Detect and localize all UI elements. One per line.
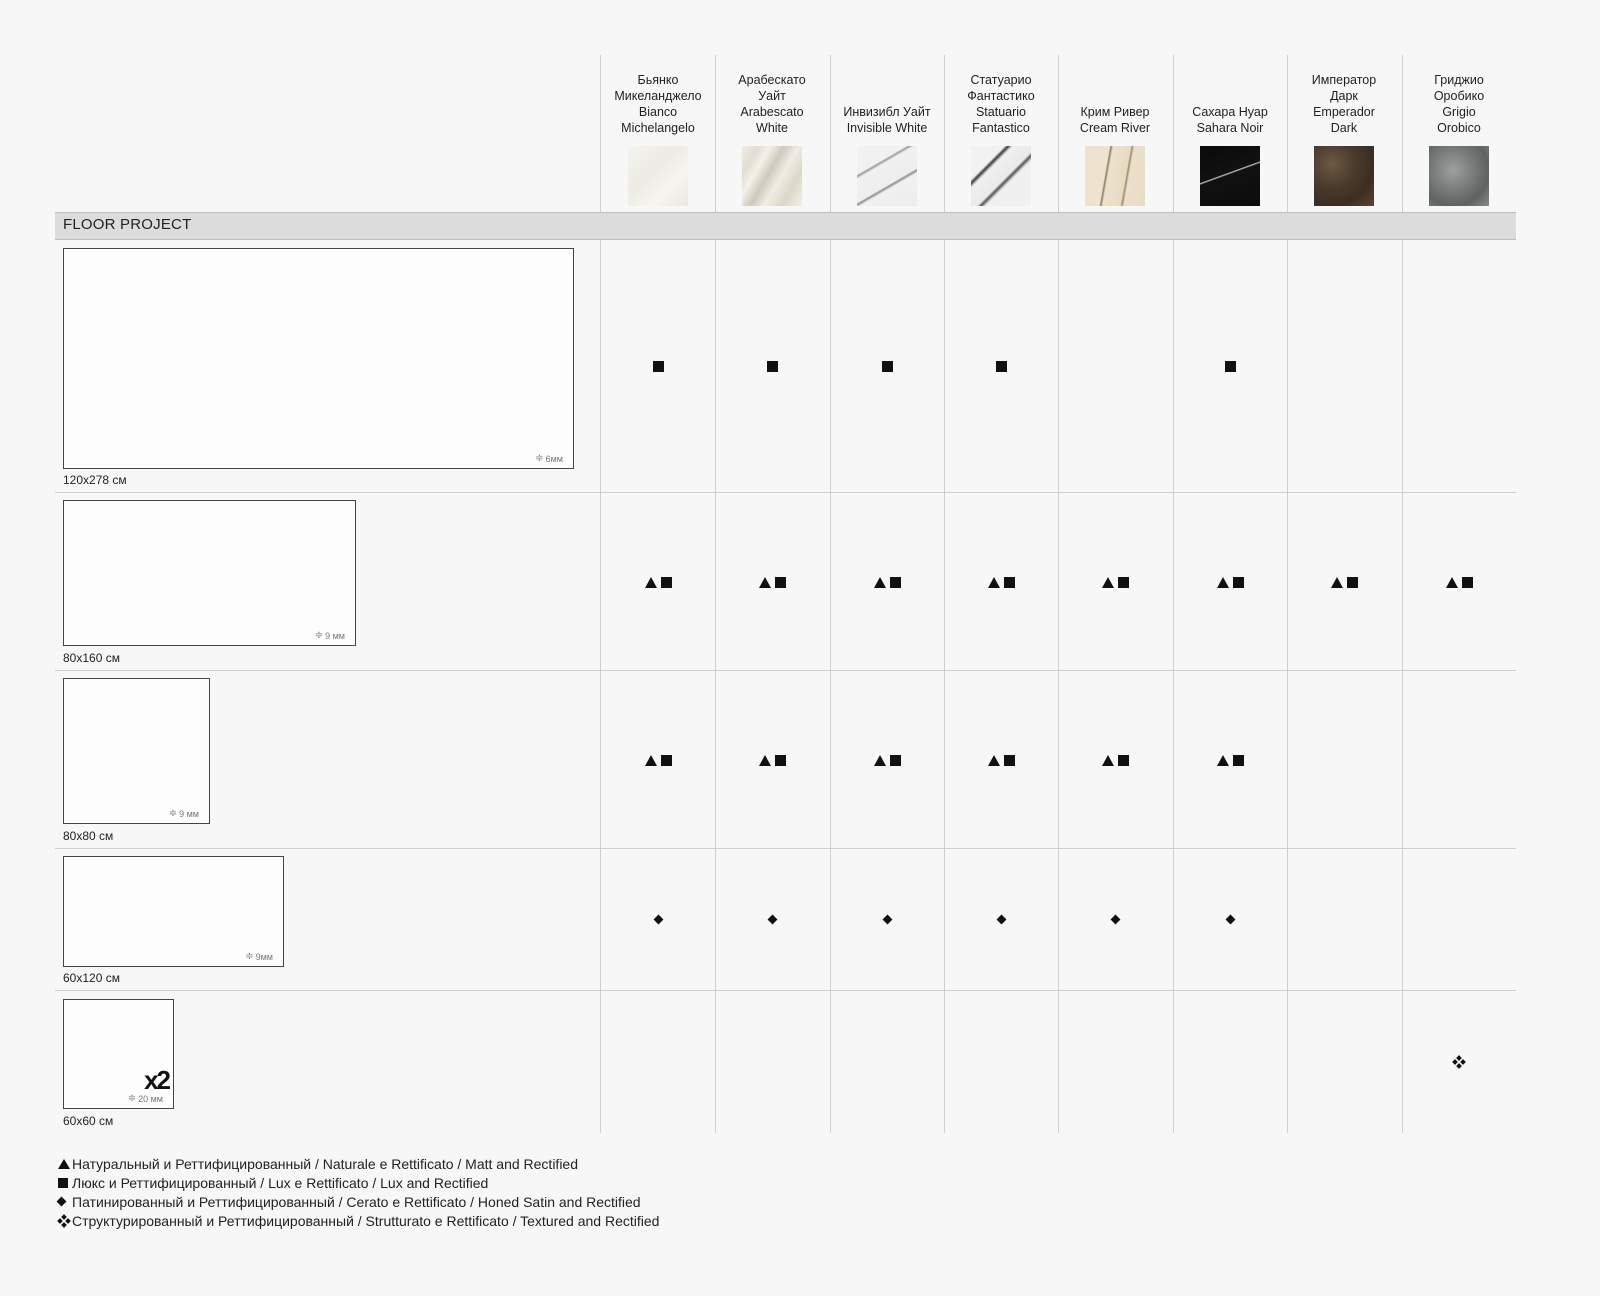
legend-text: Люкс и Реттифицированный / Lux e Rettificato / Lux and Rectified xyxy=(72,1174,489,1191)
diamond-icon xyxy=(882,914,892,924)
material-name-line: Уайт xyxy=(758,89,786,103)
availability-cell xyxy=(830,909,944,929)
legend-item-textured xyxy=(56,1211,659,1230)
material-name-line: Статуарио xyxy=(970,73,1032,87)
material-name-line: Бьянко xyxy=(637,73,679,87)
quad-diamond-icon xyxy=(1453,1056,1465,1068)
material-name-line: Statuario xyxy=(975,105,1026,119)
availability-cell xyxy=(715,356,829,376)
section-title: FLOOR PROJECT xyxy=(63,216,192,233)
column-header-arabescato-white-marble xyxy=(716,60,828,206)
square-icon xyxy=(882,361,893,372)
availability-cell xyxy=(830,572,944,592)
material-name-line: Крим Ривер xyxy=(1080,105,1150,119)
availability-cell xyxy=(1058,750,1172,770)
tile-outline-80x80 xyxy=(63,678,210,824)
availability-cell xyxy=(715,572,829,592)
triangle-icon xyxy=(988,755,1000,766)
availability-cell xyxy=(1173,572,1287,592)
material-name xyxy=(967,60,1034,136)
square-icon xyxy=(1347,577,1358,588)
square-icon xyxy=(653,361,664,372)
column-header-statuario-fantastico-marble xyxy=(945,60,1057,206)
row-divider xyxy=(55,990,1516,991)
size-label: 80x160 см xyxy=(63,651,120,665)
diamond-icon xyxy=(1225,914,1235,924)
thickness-label xyxy=(245,951,273,962)
material-name-line: Arabescato xyxy=(740,105,804,119)
material-name-line: Orobico xyxy=(1437,121,1481,135)
material-name-line: Фантастико xyxy=(967,89,1035,103)
row-divider xyxy=(55,492,1516,493)
triangle-icon xyxy=(1446,577,1458,588)
thickness-label xyxy=(128,1093,163,1104)
legend-text: Натуральный и Реттифицированный / Naturale e Rettificato / Matt and Rectified xyxy=(72,1155,579,1172)
triangle-icon xyxy=(645,577,657,588)
size-label: 60x60 см xyxy=(63,1114,114,1128)
square-icon xyxy=(56,1178,72,1188)
legend-item-lux xyxy=(56,1173,659,1192)
tile-outline-80x160 xyxy=(63,500,356,646)
availability-cell xyxy=(1058,572,1172,592)
column-header-invisible-white-marble xyxy=(831,60,943,206)
square-icon xyxy=(890,577,901,588)
diamond-icon xyxy=(653,914,663,924)
multiplier-mark: x2 xyxy=(144,1065,169,1095)
material-name xyxy=(1434,60,1484,136)
material-name-line: Fantastico xyxy=(972,121,1030,135)
square-icon xyxy=(767,361,778,372)
legend xyxy=(56,1154,659,1230)
tile-outline-120x278 xyxy=(63,248,574,469)
availability-cell xyxy=(715,909,829,929)
size-label: 80x80 см xyxy=(63,829,114,843)
availability-cell xyxy=(944,356,1058,376)
thickness-value: 9мм xyxy=(255,951,273,962)
column-header-grigio-orobico-marble xyxy=(1403,60,1515,206)
swatch-grigio-orobico-marble xyxy=(1429,146,1489,206)
availability-cell xyxy=(601,356,715,376)
swatch-cream-river-marble xyxy=(1085,146,1145,206)
availability-cell xyxy=(601,572,715,592)
triangle-icon xyxy=(1217,577,1229,588)
material-name-line: Grigio xyxy=(1442,105,1476,119)
size-label: 60x120 см xyxy=(63,971,120,985)
square-icon xyxy=(1462,577,1473,588)
availability-cell xyxy=(944,750,1058,770)
material-name-line: Сахара Нуар xyxy=(1192,105,1268,119)
material-name-line: Cream River xyxy=(1079,121,1151,135)
availability-cell xyxy=(1058,909,1172,929)
material-name-line: Michelangelo xyxy=(621,121,695,135)
material-name-line: Оробико xyxy=(1433,89,1485,103)
availability-cell xyxy=(1173,909,1287,929)
diamond-icon xyxy=(1110,914,1120,924)
square-icon xyxy=(1004,755,1015,766)
thickness-label xyxy=(535,453,563,464)
square-icon xyxy=(1118,755,1129,766)
triangle-icon xyxy=(56,1159,72,1169)
column-header-cream-river-marble xyxy=(1059,60,1171,206)
availability-cell xyxy=(601,909,715,929)
availability-cell xyxy=(830,750,944,770)
material-name-line: Дарк xyxy=(1330,89,1358,103)
triangle-icon xyxy=(874,577,886,588)
thickness-icon: ≑ xyxy=(245,951,254,962)
swatch-bianco-michelangelo-marble xyxy=(628,146,688,206)
availability-cell xyxy=(1287,572,1401,592)
material-name-line: Инвизибл Уайт xyxy=(843,105,931,119)
material-name xyxy=(1312,60,1376,136)
row-divider xyxy=(55,848,1516,849)
material-name-line: Invisible White xyxy=(846,121,928,135)
quad-diamond-icon xyxy=(56,1215,72,1227)
material-name-line: Гриджио xyxy=(1434,73,1484,87)
thickness-label xyxy=(169,808,199,819)
square-icon xyxy=(1118,577,1129,588)
availability-cell xyxy=(830,356,944,376)
diamond-icon xyxy=(767,914,777,924)
triangle-icon xyxy=(759,755,771,766)
material-name-line: Bianco xyxy=(638,105,678,119)
square-icon xyxy=(661,577,672,588)
triangle-icon xyxy=(759,577,771,588)
material-name-line: Микеланджело xyxy=(614,89,702,103)
triangle-icon xyxy=(1331,577,1343,588)
tile-outline-60x60 xyxy=(63,999,174,1109)
availability-cell xyxy=(715,750,829,770)
thickness-value: 6мм xyxy=(545,453,563,464)
thickness-value: 20 мм xyxy=(138,1093,163,1104)
triangle-icon xyxy=(1217,755,1229,766)
swatch-arabescato-white-marble xyxy=(742,146,802,206)
triangle-icon xyxy=(874,755,886,766)
triangle-icon xyxy=(1102,755,1114,766)
material-name xyxy=(738,60,805,136)
section-header xyxy=(55,212,1516,240)
square-icon xyxy=(996,361,1007,372)
availability-cell xyxy=(1173,750,1287,770)
availability-cell xyxy=(944,572,1058,592)
column-header-bianco-michelangelo-marble xyxy=(602,60,714,206)
legend-text: Структурированный и Реттифицированный / Strutturato e Rettificato / Textured and Rectified xyxy=(72,1212,660,1229)
thickness-value: 9 мм xyxy=(325,630,345,641)
swatch-invisible-white-marble xyxy=(857,146,917,206)
material-name xyxy=(614,60,701,136)
legend-item-matt xyxy=(56,1154,659,1173)
availability-cell xyxy=(1402,1052,1516,1072)
size-label: 120x278 см xyxy=(63,473,127,487)
column-header-emperador-dark-marble xyxy=(1288,60,1400,206)
triangle-icon xyxy=(1102,577,1114,588)
thickness-icon: ≑ xyxy=(314,630,324,641)
thickness-label xyxy=(315,630,345,641)
square-icon xyxy=(775,755,786,766)
square-icon xyxy=(1233,755,1244,766)
square-icon xyxy=(1233,577,1244,588)
swatch-emperador-dark-marble xyxy=(1314,146,1374,206)
availability-cell xyxy=(1173,356,1287,376)
material-name xyxy=(1192,60,1268,136)
legend-text: Патинированный и Реттифицированный / Cerato e Rettificato / Honed Satin and Rectified xyxy=(72,1193,641,1210)
thickness-icon: ≑ xyxy=(535,453,544,464)
thickness-icon: ≑ xyxy=(127,1093,137,1104)
tile-outline-60x120 xyxy=(63,856,284,967)
row-divider xyxy=(55,670,1516,671)
material-name-line: Арабескато xyxy=(738,73,806,87)
availability-cell xyxy=(1402,572,1516,592)
diamond-icon xyxy=(996,914,1006,924)
material-name-line: Dark xyxy=(1330,121,1358,135)
material-name xyxy=(843,60,930,136)
square-icon xyxy=(775,577,786,588)
legend-item-honed xyxy=(56,1192,659,1211)
material-name-line: Emperador xyxy=(1313,105,1375,119)
swatch-statuario-fantastico-marble xyxy=(971,146,1031,206)
swatch-sahara-noir-marble xyxy=(1200,146,1260,206)
thickness-icon: ≑ xyxy=(168,808,178,819)
thickness-value: 9 мм xyxy=(179,808,199,819)
availability-cell xyxy=(601,750,715,770)
square-icon xyxy=(661,755,672,766)
material-name-line: White xyxy=(756,121,788,135)
diamond-icon xyxy=(56,1198,72,1205)
triangle-icon xyxy=(645,755,657,766)
square-icon xyxy=(890,755,901,766)
material-name xyxy=(1080,60,1150,136)
square-icon xyxy=(1225,361,1236,372)
availability-cell xyxy=(944,909,1058,929)
material-name-line: Император xyxy=(1311,73,1377,87)
column-header-sahara-noir-marble xyxy=(1174,60,1286,206)
material-name-line: Sahara Noir xyxy=(1196,121,1264,135)
square-icon xyxy=(1004,577,1015,588)
triangle-icon xyxy=(988,577,1000,588)
